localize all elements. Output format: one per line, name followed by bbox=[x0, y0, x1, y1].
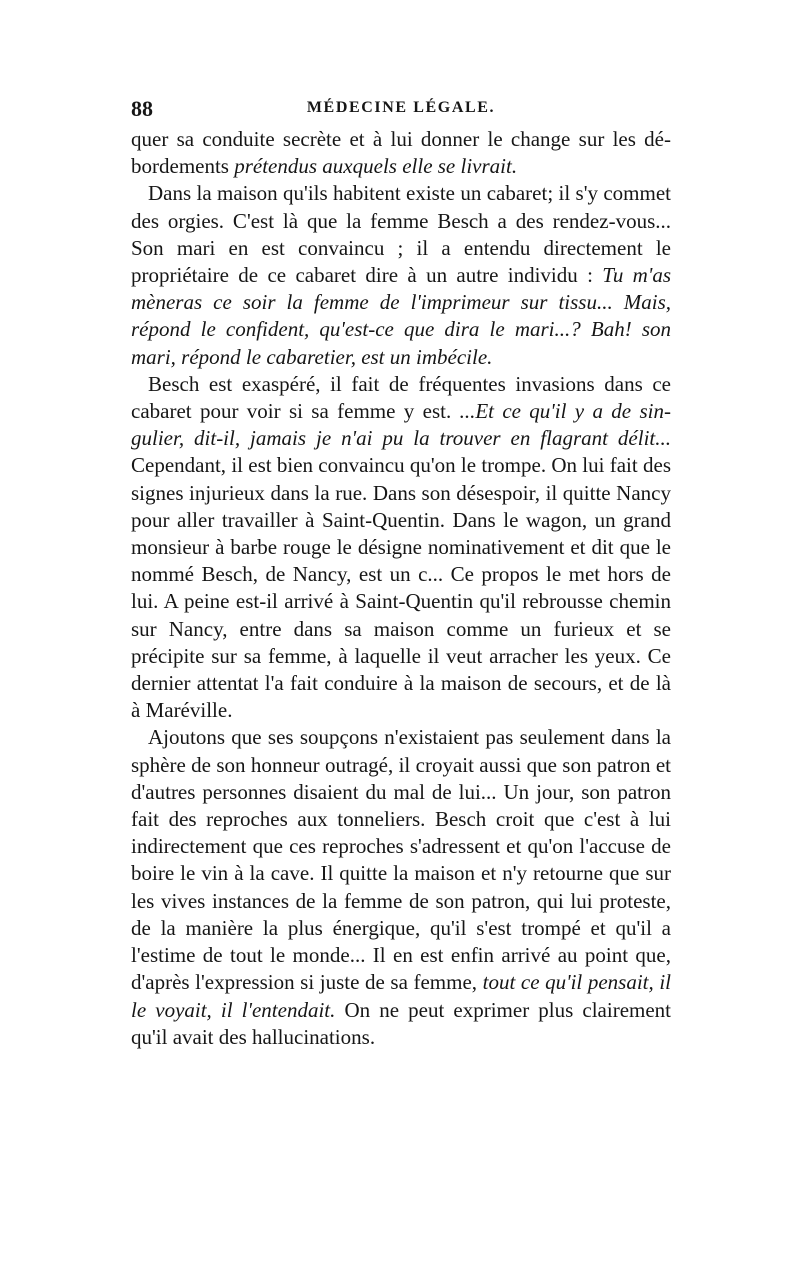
paragraph-1 bbox=[131, 126, 671, 180]
body-text bbox=[131, 126, 671, 1051]
italic-run: ...Et ce qu'il y a de singulier, dit-il, jamais je n'ai pu la trouver en flagrant délit... bbox=[131, 399, 671, 451]
text-run: Dans la maison qu'ils habitent existe un cabaret; il s'y commet des orgies. C'est là que la femme Besch a des rendez-vous... Son mari en est convaincu ; il a entendu directement le propriétaire de ce cabaret dire à un autre individu : bbox=[131, 181, 671, 288]
italic-run: Tu m'as mèneras ce soir la femme de l'imprimeur sur tissu... Mais, répond le confident, qu'est-ce que dira le mari...? Bah! son mari, répond le cabaretier, est un imbécile. bbox=[131, 263, 671, 369]
italic-run: prétendus auxquels elle se livrait. bbox=[234, 154, 518, 179]
paragraph-4 bbox=[131, 724, 671, 1050]
running-title: MÉDECINE LÉGALE. bbox=[306, 99, 496, 116]
page-number: 88 bbox=[131, 96, 153, 121]
page-header bbox=[131, 96, 671, 122]
text-run: On ne peut exprimer plus clairement qu'il avait des hallucinations. bbox=[131, 997, 672, 1049]
paragraph-2 bbox=[131, 180, 671, 370]
text-run: Besch est exaspéré, il fait de fréquentes invasions dans ce cabaret pour voir si sa femme y est. bbox=[131, 371, 671, 424]
paragraph-3 bbox=[131, 371, 671, 725]
text-run: Cependant, il est bien convaincu qu'on le trompe. On lui fait des signes injurieux dans la rue. Dans son désespoir, il quitte Nancy pour aller travailler à Saint-Quentin. Dans le wagon, un grand monsieur à barbe rouge le désigne nominativement et dit que le nommé Besch, de Nancy, est un c... Ce propos le met hors de lui. A peine est-il arrivé à Saint-Quentin qu'il rebrousse chemin sur Nancy, entre dans sa maison comme un furieux et se précipite sur sa femme, à laquelle il veut arracher les yeux. Ce dernier attentat l'a fait conduire à la maison de secours, et de là à Maréville. bbox=[131, 453, 671, 723]
text-run: Ajoutons que ses soupçons n'existaient pas seulement dans la sphère de son honneur outragé, il croyait aussi que son patron et d'autres personnes disaient du mal de lui... Un jour, son patron fait des reproches aux tonneliers. Besch croit que c'est à lui indirectement que ces reproches s'adressent et qu'on l'accuse de boire le vin à la cave. Il quitte la maison et n'y retourne que sur les vives instances de la femme de son patron, qui lui proteste, de la manière la plus énergique, qu'il s'est trompé et qu'il a l'estime de tout le monde... Il en est enfin arrivé au point que, d'après l'expression si juste de sa femme, bbox=[131, 725, 671, 995]
italic-run: tout ce qu'il pensait, il le voyait, il l'entendait. bbox=[131, 970, 671, 1022]
text-run: quer sa conduite secrète et à lui donner le change sur les débordements bbox=[131, 127, 671, 179]
